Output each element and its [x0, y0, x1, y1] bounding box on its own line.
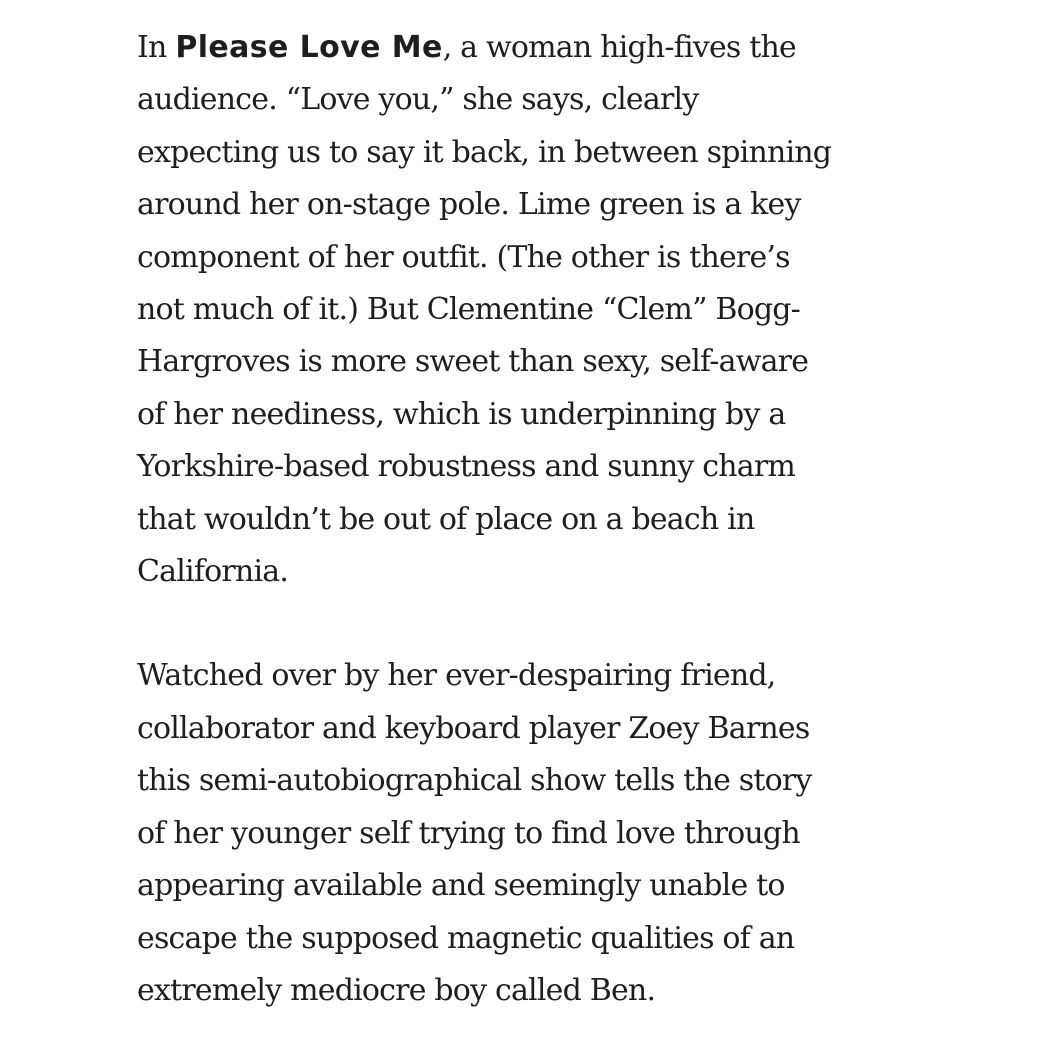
paragraph-line: California.	[137, 554, 289, 590]
paragraph-line: not much of it.) But Clementine “Clem” Bogg-	[137, 292, 800, 328]
intro-suffix: , a woman high-fives the	[442, 30, 796, 65]
intro-prefix: In	[137, 30, 176, 65]
paragraph-line: Hargroves is more sweet than sexy, self-aware	[137, 344, 809, 380]
paragraph-line: collaborator and keyboard player Zoey Barnes	[137, 710, 810, 746]
paragraph-2	[137, 650, 917, 1017]
paragraph-line: of her younger self trying to find love through	[137, 815, 800, 851]
paragraph-line: escape the supposed magnetic qualities of an	[137, 920, 795, 956]
paragraph-line	[137, 22, 917, 74]
paragraph-line: audience. “Love you,” she says, clearly	[137, 82, 699, 118]
paragraph-line: expecting us to say it back, in between spinning	[137, 134, 832, 170]
paragraph-line: that wouldn’t be out of place on a beach in	[137, 501, 755, 537]
paragraph-line: this semi-autobiographical show tells the story	[137, 763, 812, 799]
paragraph-line: extremely mediocre boy called Ben.	[137, 972, 656, 1008]
paragraph-line: appearing available and seemingly unable to	[137, 868, 785, 904]
paragraph-line: around her on-stage pole. Lime green is a key	[137, 187, 801, 223]
paragraph-line: Watched over by her ever-despairing friend,	[137, 658, 776, 694]
paragraph-line: Yorkshire-based robustness and sunny charm	[137, 449, 796, 485]
paragraph-line: component of her outfit. (The other is there’s	[137, 239, 790, 275]
paragraph-1	[137, 22, 917, 598]
article-body	[137, 22, 917, 1017]
paragraph-line: of her neediness, which is underpinning by a	[137, 396, 786, 432]
show-title: Please Love Me	[175, 30, 443, 65]
